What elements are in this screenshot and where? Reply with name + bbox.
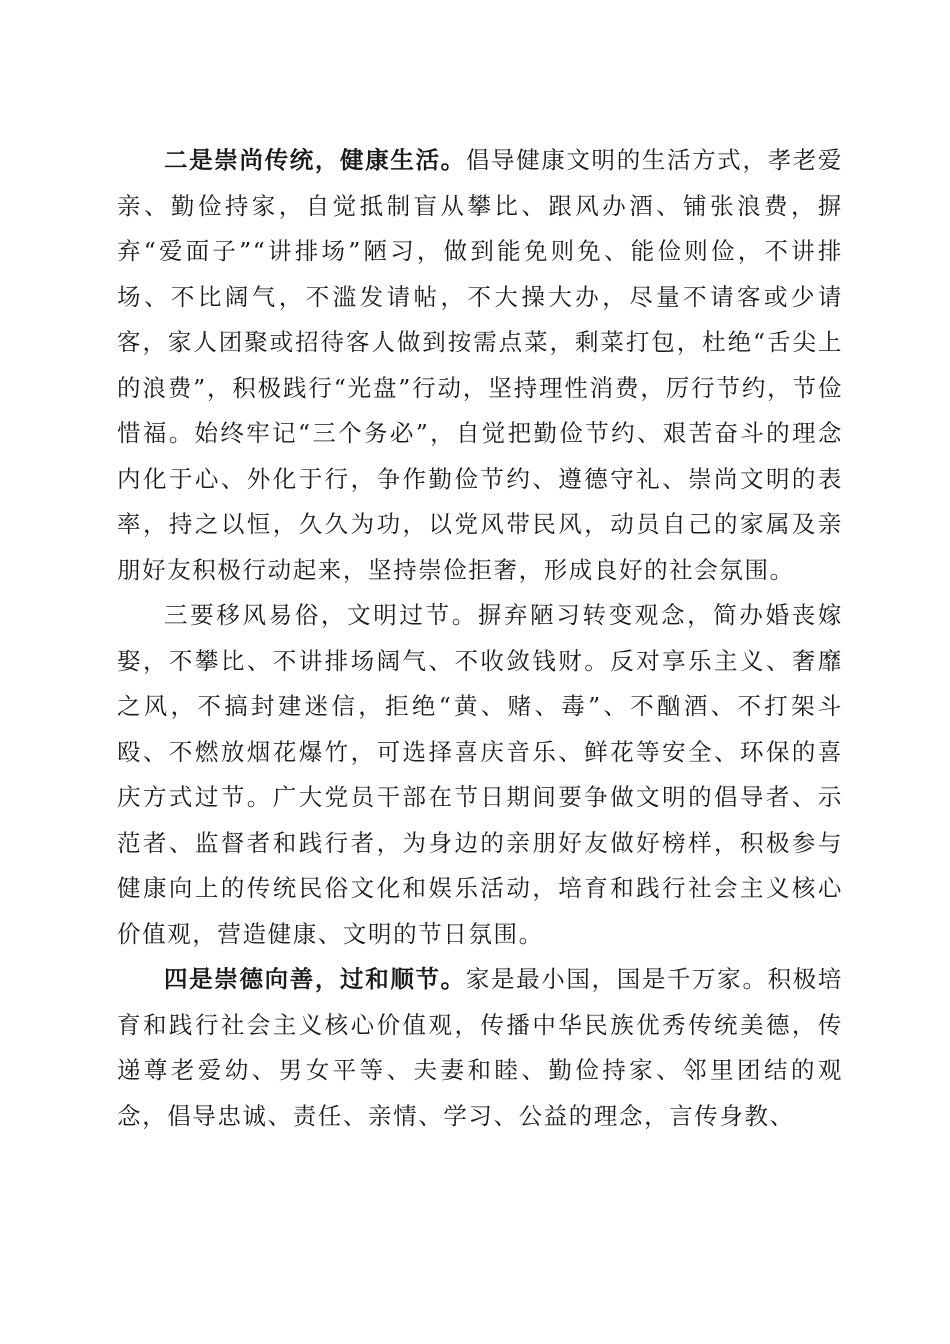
paragraph-lead: 二是崇尚传统，健康生活。 (164, 146, 466, 174)
paragraph-text: 家是最小国，国是千万家。积极培育和践行社会主义核心价值观，传播中华民族优秀传统美德，传递尊老爱幼、男女平等、夫妻和睦、勤俭持家、邻里团结的观念，倡导忠诚、责任、亲情、学习、公益的理念，言传身教、 (117, 965, 844, 1130)
paragraph-lead: 四是崇德向善，过和顺节。 (164, 965, 466, 993)
paragraph-lead: 三要移风易俗，文明过节。 (164, 601, 478, 629)
paragraph-tradition (117, 138, 843, 593)
paragraph-text: 倡导健康文明的生活方式，孝老爱亲、勤俭持家，自觉抵制盲从攀比、跟风办酒、铺张浪费，摒弃“爱面子”“讲排场”陋习，做到能免则免、能俭则俭，不讲排场、不比阔气，不滥发请帖，不大操大办，尽量不请客或少请客，家人团聚或招待客人做到按需点菜，剩菜打包，杜绝“舌尖上的浪费”，积极践行“光盘”行动，坚持理性消费，厉行节约，节俭惜福。始终牢记“三个务必”，自觉把勤俭节约、艰苦奋斗的理念内化于心、外化于行，争作勤俭节约、遵德守礼、崇尚文明的表率，持之以恒，久久为功，以党风带民风，动员自己的家属及亲朋好友积极行动起来，坚持崇俭拒奢，形成良好的社会氛围。 (117, 146, 844, 584)
paragraph-text: 摒弃陋习转变观念，简办婚丧嫁娶，不攀比、不讲排场阔气、不收敛钱财。反对享乐主义、奢靡之风，不搞封建迷信，拒绝“黄、赌、毒”、不酗酒、不打架斗殴、不燃放烟花爆竹，可选择喜庆音乐、鲜花等安全、环保的喜庆方式过节。广大党员干部在节日期间要争做文明的倡导者、示范者、监督者和践行者，为身边的亲朋好友做好榜样，积极参与健康向上的传统民俗文化和娱乐活动，培育和践行社会主义核心价值观，营造健康、文明的节日氛围。 (117, 601, 843, 948)
paragraph-virtue (117, 957, 843, 1139)
paragraph-customs (117, 593, 843, 957)
document-body (117, 138, 843, 1139)
